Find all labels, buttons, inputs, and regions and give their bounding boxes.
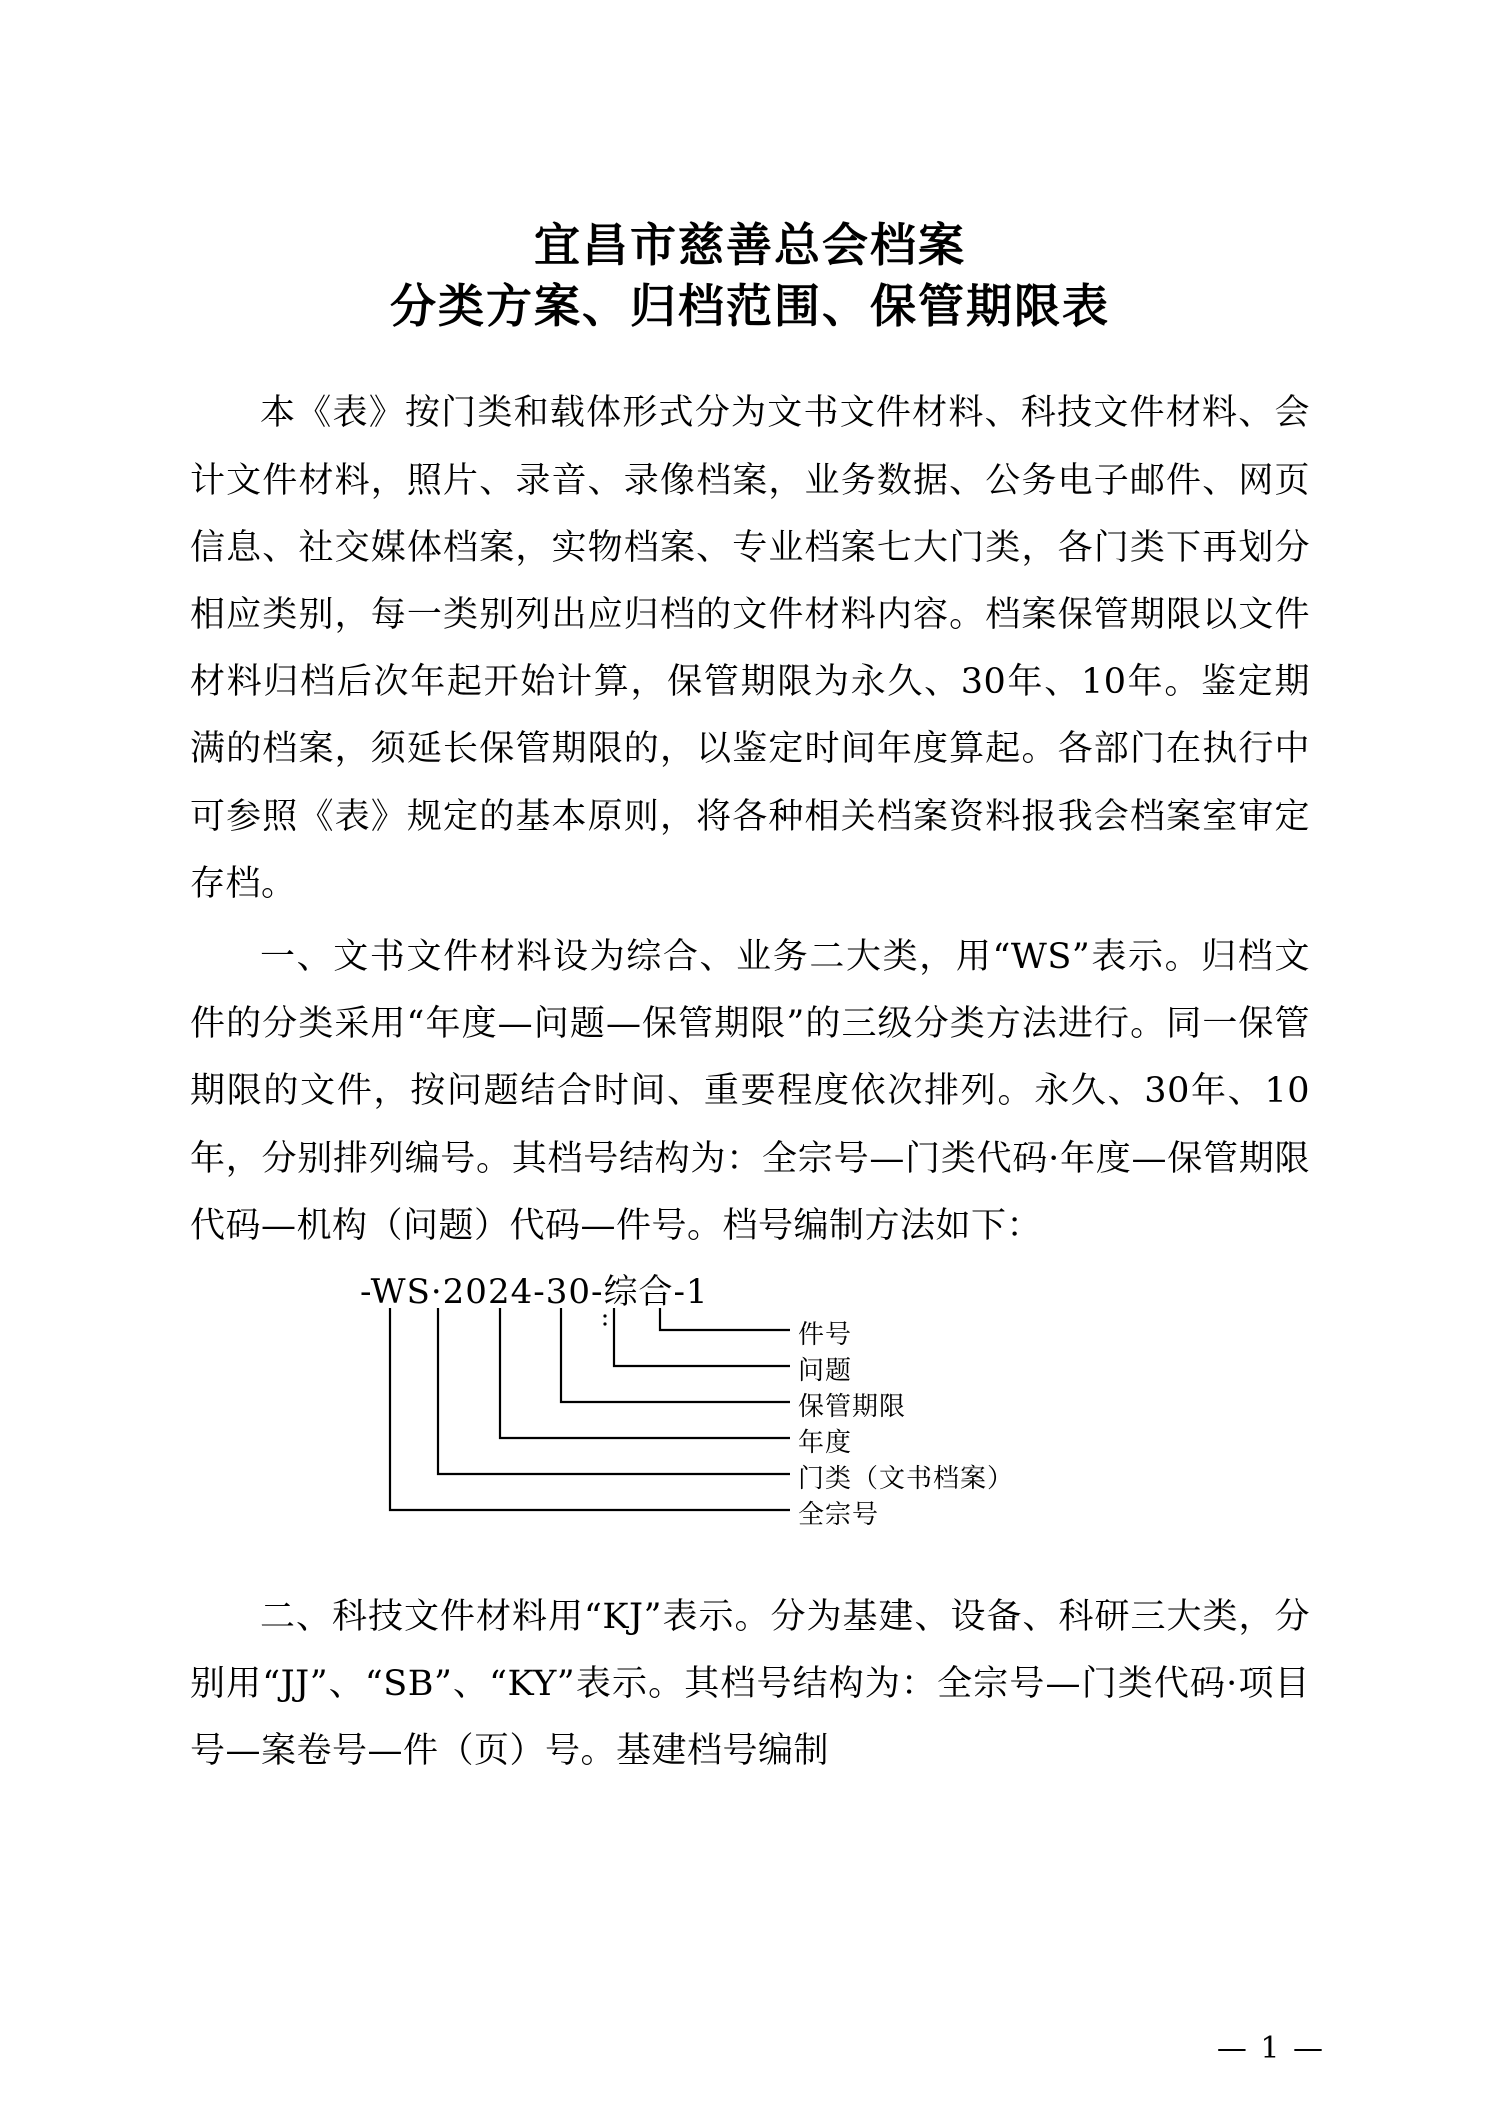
archive-code-diagram — [190, 1264, 1310, 1584]
archive-code-sample: -WS·2024-30-综合-1 — [360, 1271, 709, 1312]
paragraph-section-two: 二、科技文件材料用“KJ”表示。分为基建、设备、科研三大类，分别用“JJ”、“SB”、“KY”表示。其档号结构为：全宗号—门类代码·项目号—案卷号—件（页）号。基建档号编制 — [190, 1596, 1310, 1772]
paragraph-intro: 本《表》按门类和载体形式分为文书文件材料、科技文件材料、会计文件材料，照片、录音、录像档案，业务数据、公务电子邮件、网页信息、社交媒体档案，实物档案、专业档案七大门类，各门类下再划分相应类别，每一类别列出应归档的文件材料内容。档案保管期限以文件材料归档后次年起开始计算，保管期限为永久、30年、10年。鉴定期满的档案，须延长保管期限的，以鉴定时间年度算起。各部门在执行中可参照《表》规定的基本原则，将各种相关档案资料报我会档案室审定存档。 — [190, 393, 1310, 904]
title-line-2: 分类方案、归档范围、保管期限表 — [390, 278, 1110, 333]
diagram-label-item-number: 件号 — [798, 1319, 853, 1350]
diagram-label-year: 年度 — [798, 1427, 853, 1458]
diagram-label-fond-number: 全宗号 — [798, 1499, 880, 1530]
page-number: — 1 — — [1216, 2031, 1325, 2066]
document-body — [190, 336, 1310, 1785]
paragraph-section-one: 一、文书文件材料设为综合、业务二大类，用“WS”表示。归档文件的分类采用“年度—问题—保管期限”的三级分类方法进行。同一保管期限的文件，按问题结合时间、重要程度依次排列。永久、30年、10年，分别排列编号。其档号结构为：全宗号—门类代码·年度—保管期限代码—机构（问题）代码—件号。档号编制方法如下： — [190, 936, 1310, 1246]
page-title — [0, 215, 1500, 336]
title-line-1: 宜昌市慈善总会档案 — [534, 218, 966, 272]
diagram-leader-lines — [190, 1264, 1310, 1584]
diagram-label-category: 门类（文书档案） — [798, 1463, 1015, 1494]
diagram-label-issue: 问题 — [798, 1355, 853, 1386]
diagram-label-retention: 保管期限 — [798, 1391, 907, 1422]
